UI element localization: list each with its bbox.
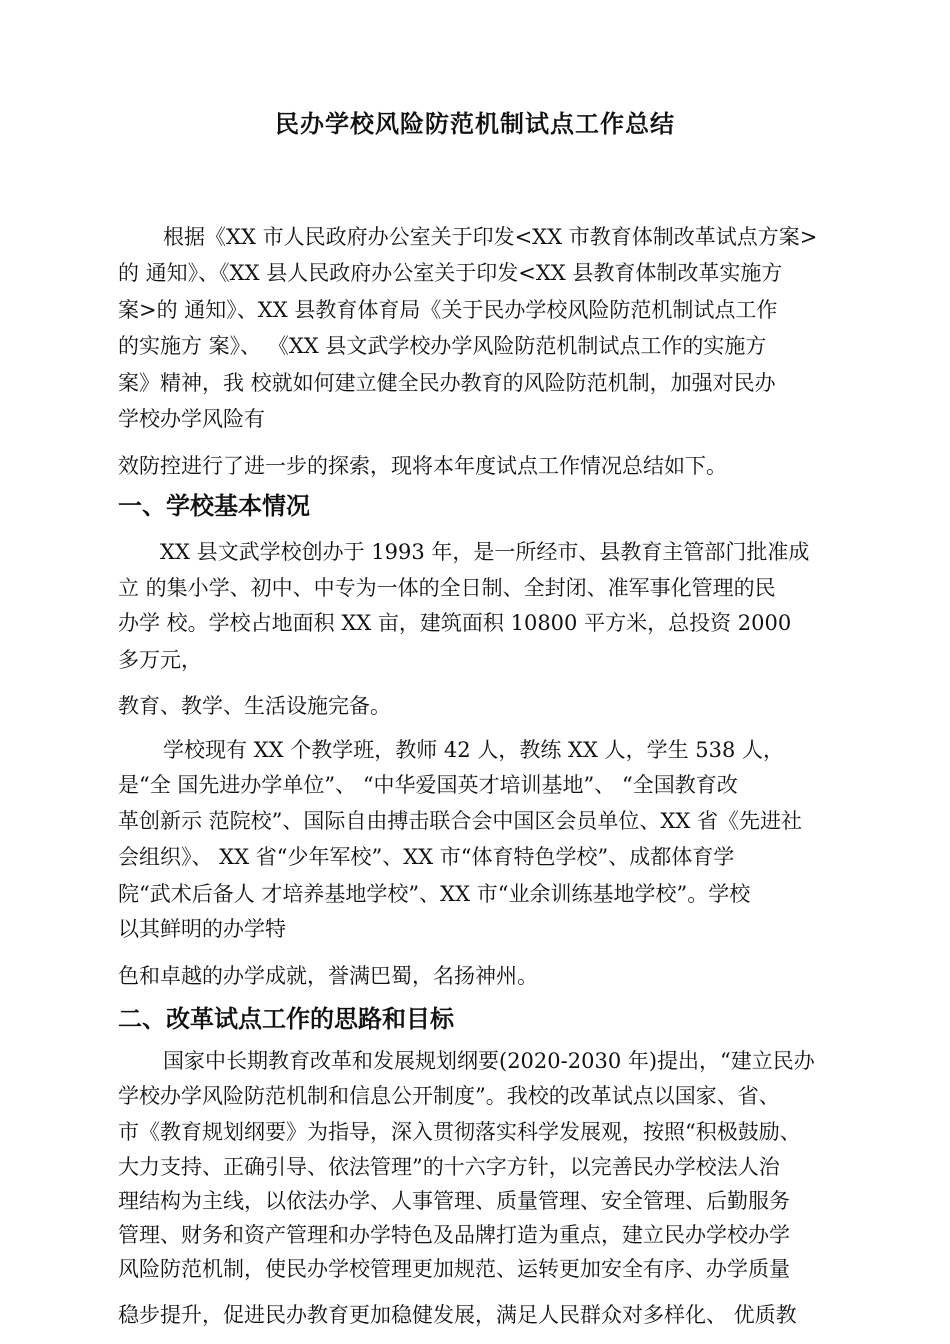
paragraph-line: 多万元， <box>118 648 202 672</box>
paragraph-line: 的实施方 案》、 《XX 县文武学校办学风险防范机制试点工作的实施方 <box>118 334 767 358</box>
paragraph-line: 市《教育规划纲要》为指导，深入贯彻落实科学发展观，按照“积极鼓励、 <box>118 1120 801 1144</box>
paragraph-line: 国家中长期教育改革和发展规划纲要(2020-2030 年)提出，“建立民办 <box>163 1049 815 1073</box>
paragraph-line: 案>的 通知》、XX 县教育体育局《关于民办学校风险防范机制试点工作 <box>118 298 778 322</box>
paragraph-line: 院“武术后备人 才培养基地学校”、XX 市“业余训练基地学校”。学校 <box>118 882 751 906</box>
paragraph-line: 稳步提升，促进民办教育更加稳健发展，满足人民群众对多样化、 优质教 <box>118 1303 797 1327</box>
paragraph-line: 色和卓越的办学成就，誉满巴蜀，名扬神州。 <box>118 964 538 988</box>
paragraph-line: 学校办学风险有 <box>118 407 265 431</box>
paragraph-line: 学校现有 XX 个教学班，教师 42 人，教练 XX 人，学生 538 人， <box>163 738 785 762</box>
paragraph-line: 会组织》、 XX 省“少年军校”、XX 市“体育特色学校”、成都体育学 <box>118 845 735 869</box>
paragraph-line: 教育、教学、生活设施完备。 <box>118 694 391 718</box>
paragraph-line: 是“全 国先进办学单位”、 “中华爱国英才培训基地”、 “全国教育改 <box>118 773 738 797</box>
paragraph-line: 效防控进行了进一步的探索，现将本年度试点工作情况总结如下。 <box>118 454 727 478</box>
paragraph-line: 大力支持、正确引导、依法管理”的十六字方针，以完善民办学校法人治 <box>118 1155 780 1179</box>
paragraph-line: 以其鲜明的办学特 <box>118 917 286 941</box>
paragraph-line: XX 县文武学校创办于 1993 年，是一所经市、县教育主管部门批准成 <box>160 540 810 564</box>
paragraph-line: 革创新示 范院校”、国际自由搏击联合会中国区会员单位、XX 省《先进社 <box>118 809 802 833</box>
paragraph-line: 理结构为主线，以依法办学、人事管理、质量管理、安全管理、后勤服务 <box>118 1189 790 1213</box>
document-title: 民办学校风险防范机制试点工作总结 <box>275 109 675 138</box>
paragraph-line: 案》精神，我 校就如何建立健全民办教育的风险防范机制，加强对民办 <box>118 371 776 395</box>
paragraph-line: 根据《XX 市人民政府办公室关于印发<XX 市教育体制改革试点方案> <box>163 225 818 249</box>
paragraph-line: 管理、财务和资产管理和办学特色及品牌打造为重点，建立民办学校办学 <box>118 1223 790 1247</box>
paragraph-line: 立 的集小学、初中、中专为一体的全日制、全封闭、准军事化管理的民 <box>118 576 776 600</box>
paragraph-line: 学校办学风险防范机制和信息公开制度”。我校的改革试点以国家、省、 <box>118 1084 780 1108</box>
paragraph-line: 办学 校。学校占地面积 XX 亩，建筑面积 10800 平方米，总投资 2000 <box>118 611 792 635</box>
paragraph-line: 风险防范机制，使民办学校管理更加规范、运转更加安全有序、办学质量 <box>118 1257 790 1281</box>
section-heading: 一、学校基本情况 <box>118 491 310 520</box>
section-heading: 二、改革试点工作的思路和目标 <box>118 1004 454 1033</box>
paragraph-line: 的 通知》、《XX 县人民政府办公室关于印发<XX 县教育体制改革实施方 <box>118 261 783 285</box>
